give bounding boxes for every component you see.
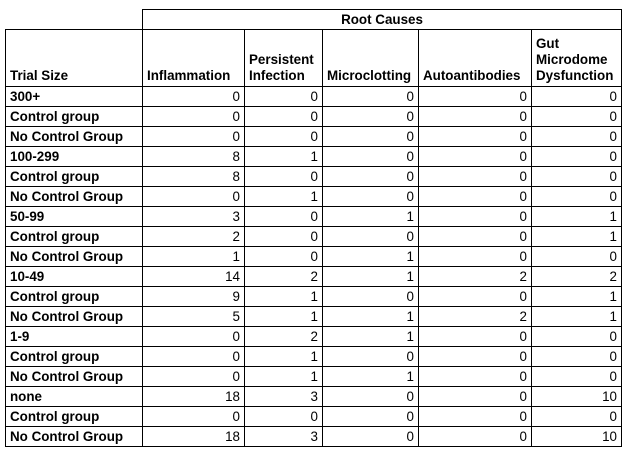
value-cell: 0 — [245, 107, 323, 127]
table-row — [6, 267, 622, 287]
value-cell: 0 — [419, 367, 532, 387]
value-cell: 8 — [143, 167, 245, 187]
table-row — [6, 327, 622, 347]
value-cell: 0 — [143, 187, 245, 207]
value-cell: 0 — [323, 347, 419, 367]
value-cell: 0 — [532, 127, 622, 147]
table-row — [6, 107, 622, 127]
value-cell: 2 — [532, 267, 622, 287]
value-cell: 0 — [532, 247, 622, 267]
value-cell: 0 — [143, 407, 245, 427]
column-header-microclotting: Microclotting — [323, 30, 419, 87]
value-cell: 0 — [143, 347, 245, 367]
table-row — [6, 247, 622, 267]
table-row — [6, 147, 622, 167]
column-header-trial-size: Trial Size — [6, 30, 143, 87]
table-row — [6, 367, 622, 387]
value-cell: 1 — [532, 207, 622, 227]
table-row — [6, 387, 622, 407]
value-cell: 0 — [323, 87, 419, 107]
column-header-persistent-infection: Persistent Infection — [245, 30, 323, 87]
value-cell: 0 — [419, 107, 532, 127]
value-cell: 0 — [143, 87, 245, 107]
value-cell: 0 — [532, 187, 622, 207]
value-cell: 1 — [323, 307, 419, 327]
value-cell: 1 — [245, 307, 323, 327]
row-label: No Control Group — [6, 367, 143, 387]
value-cell: 0 — [532, 367, 622, 387]
row-label: 1-9 — [6, 327, 143, 347]
column-header-gut-microdome-dysfunction: Gut Microdome Dysfunction — [532, 30, 622, 87]
value-cell: 0 — [419, 287, 532, 307]
root-causes-table — [5, 9, 622, 447]
value-cell: 0 — [143, 367, 245, 387]
value-cell: 1 — [323, 367, 419, 387]
table-row — [6, 427, 622, 447]
value-cell: 0 — [245, 247, 323, 267]
value-cell: 2 — [245, 267, 323, 287]
column-header-inflammation: Inflammation — [143, 30, 245, 87]
value-cell: 3 — [143, 207, 245, 227]
value-cell: 0 — [143, 127, 245, 147]
value-cell: 0 — [323, 187, 419, 207]
value-cell: 10 — [532, 427, 622, 447]
value-cell: 0 — [419, 227, 532, 247]
value-cell: 1 — [323, 247, 419, 267]
table-row — [6, 187, 622, 207]
row-label: 50-99 — [6, 207, 143, 227]
value-cell: 0 — [419, 167, 532, 187]
value-cell: 0 — [532, 407, 622, 427]
table-body — [6, 87, 622, 447]
value-cell: 0 — [143, 107, 245, 127]
value-cell: 10 — [532, 387, 622, 407]
value-cell: 18 — [143, 387, 245, 407]
value-cell: 0 — [532, 167, 622, 187]
value-cell: 0 — [323, 127, 419, 147]
value-cell: 18 — [143, 427, 245, 447]
table-row — [6, 307, 622, 327]
value-cell: 0 — [419, 347, 532, 367]
value-cell: 0 — [245, 127, 323, 147]
row-label: No Control Group — [6, 187, 143, 207]
value-cell: 0 — [245, 407, 323, 427]
row-label: 10-49 — [6, 267, 143, 287]
value-cell: 0 — [323, 167, 419, 187]
value-cell: 0 — [245, 167, 323, 187]
row-label: No Control Group — [6, 247, 143, 267]
value-cell: 0 — [532, 147, 622, 167]
row-label: Control group — [6, 347, 143, 367]
value-cell: 0 — [419, 127, 532, 147]
value-cell: 0 — [245, 87, 323, 107]
blank-corner-cell — [6, 10, 143, 30]
value-cell: 3 — [245, 387, 323, 407]
value-cell: 0 — [419, 187, 532, 207]
value-cell: 0 — [323, 427, 419, 447]
value-cell: 1 — [245, 367, 323, 387]
value-cell: 0 — [419, 207, 532, 227]
value-cell: 8 — [143, 147, 245, 167]
value-cell: 0 — [323, 147, 419, 167]
value-cell: 1 — [245, 287, 323, 307]
value-cell: 0 — [323, 227, 419, 247]
value-cell: 1 — [532, 227, 622, 247]
value-cell: 1 — [245, 147, 323, 167]
table-row — [6, 127, 622, 147]
value-cell: 0 — [532, 327, 622, 347]
value-cell: 0 — [323, 287, 419, 307]
value-cell: 14 — [143, 267, 245, 287]
value-cell: 0 — [245, 207, 323, 227]
value-cell: 5 — [143, 307, 245, 327]
root-causes-header: Root Causes — [143, 10, 622, 30]
value-cell: 0 — [532, 87, 622, 107]
row-label: Control group — [6, 287, 143, 307]
value-cell: 0 — [419, 427, 532, 447]
value-cell: 1 — [532, 287, 622, 307]
value-cell: 0 — [323, 387, 419, 407]
value-cell: 0 — [419, 147, 532, 167]
row-label: Control group — [6, 107, 143, 127]
value-cell: 0 — [419, 87, 532, 107]
value-cell: 1 — [532, 307, 622, 327]
value-cell: 1 — [323, 327, 419, 347]
row-label: none — [6, 387, 143, 407]
row-label: Control group — [6, 167, 143, 187]
value-cell: 1 — [245, 347, 323, 367]
value-cell: 0 — [323, 407, 419, 427]
table-row — [6, 407, 622, 427]
value-cell: 0 — [532, 347, 622, 367]
value-cell: 1 — [323, 267, 419, 287]
row-label: No Control Group — [6, 307, 143, 327]
value-cell: 1 — [143, 247, 245, 267]
value-cell: 9 — [143, 287, 245, 307]
column-header-row — [6, 30, 622, 87]
value-cell: 2 — [419, 307, 532, 327]
table-row — [6, 207, 622, 227]
row-label: Control group — [6, 227, 143, 247]
value-cell: 0 — [143, 327, 245, 347]
value-cell: 1 — [323, 207, 419, 227]
value-cell: 2 — [245, 327, 323, 347]
table-row — [6, 87, 622, 107]
value-cell: 0 — [419, 387, 532, 407]
group-header-row — [6, 10, 622, 30]
row-label: No Control Group — [6, 427, 143, 447]
value-cell: 0 — [323, 107, 419, 127]
table-row — [6, 347, 622, 367]
row-label: No Control Group — [6, 127, 143, 147]
value-cell: 3 — [245, 427, 323, 447]
value-cell: 0 — [532, 107, 622, 127]
column-header-autoantibodies: Autoantibodies — [419, 30, 532, 87]
row-label: 100-299 — [6, 147, 143, 167]
value-cell: 1 — [245, 187, 323, 207]
value-cell: 2 — [143, 227, 245, 247]
table-row — [6, 167, 622, 187]
value-cell: 0 — [419, 327, 532, 347]
table-row — [6, 227, 622, 247]
value-cell: 0 — [419, 407, 532, 427]
value-cell: 0 — [419, 247, 532, 267]
row-label: Control group — [6, 407, 143, 427]
table-row — [6, 287, 622, 307]
value-cell: 2 — [419, 267, 532, 287]
value-cell: 0 — [245, 227, 323, 247]
row-label: 300+ — [6, 87, 143, 107]
